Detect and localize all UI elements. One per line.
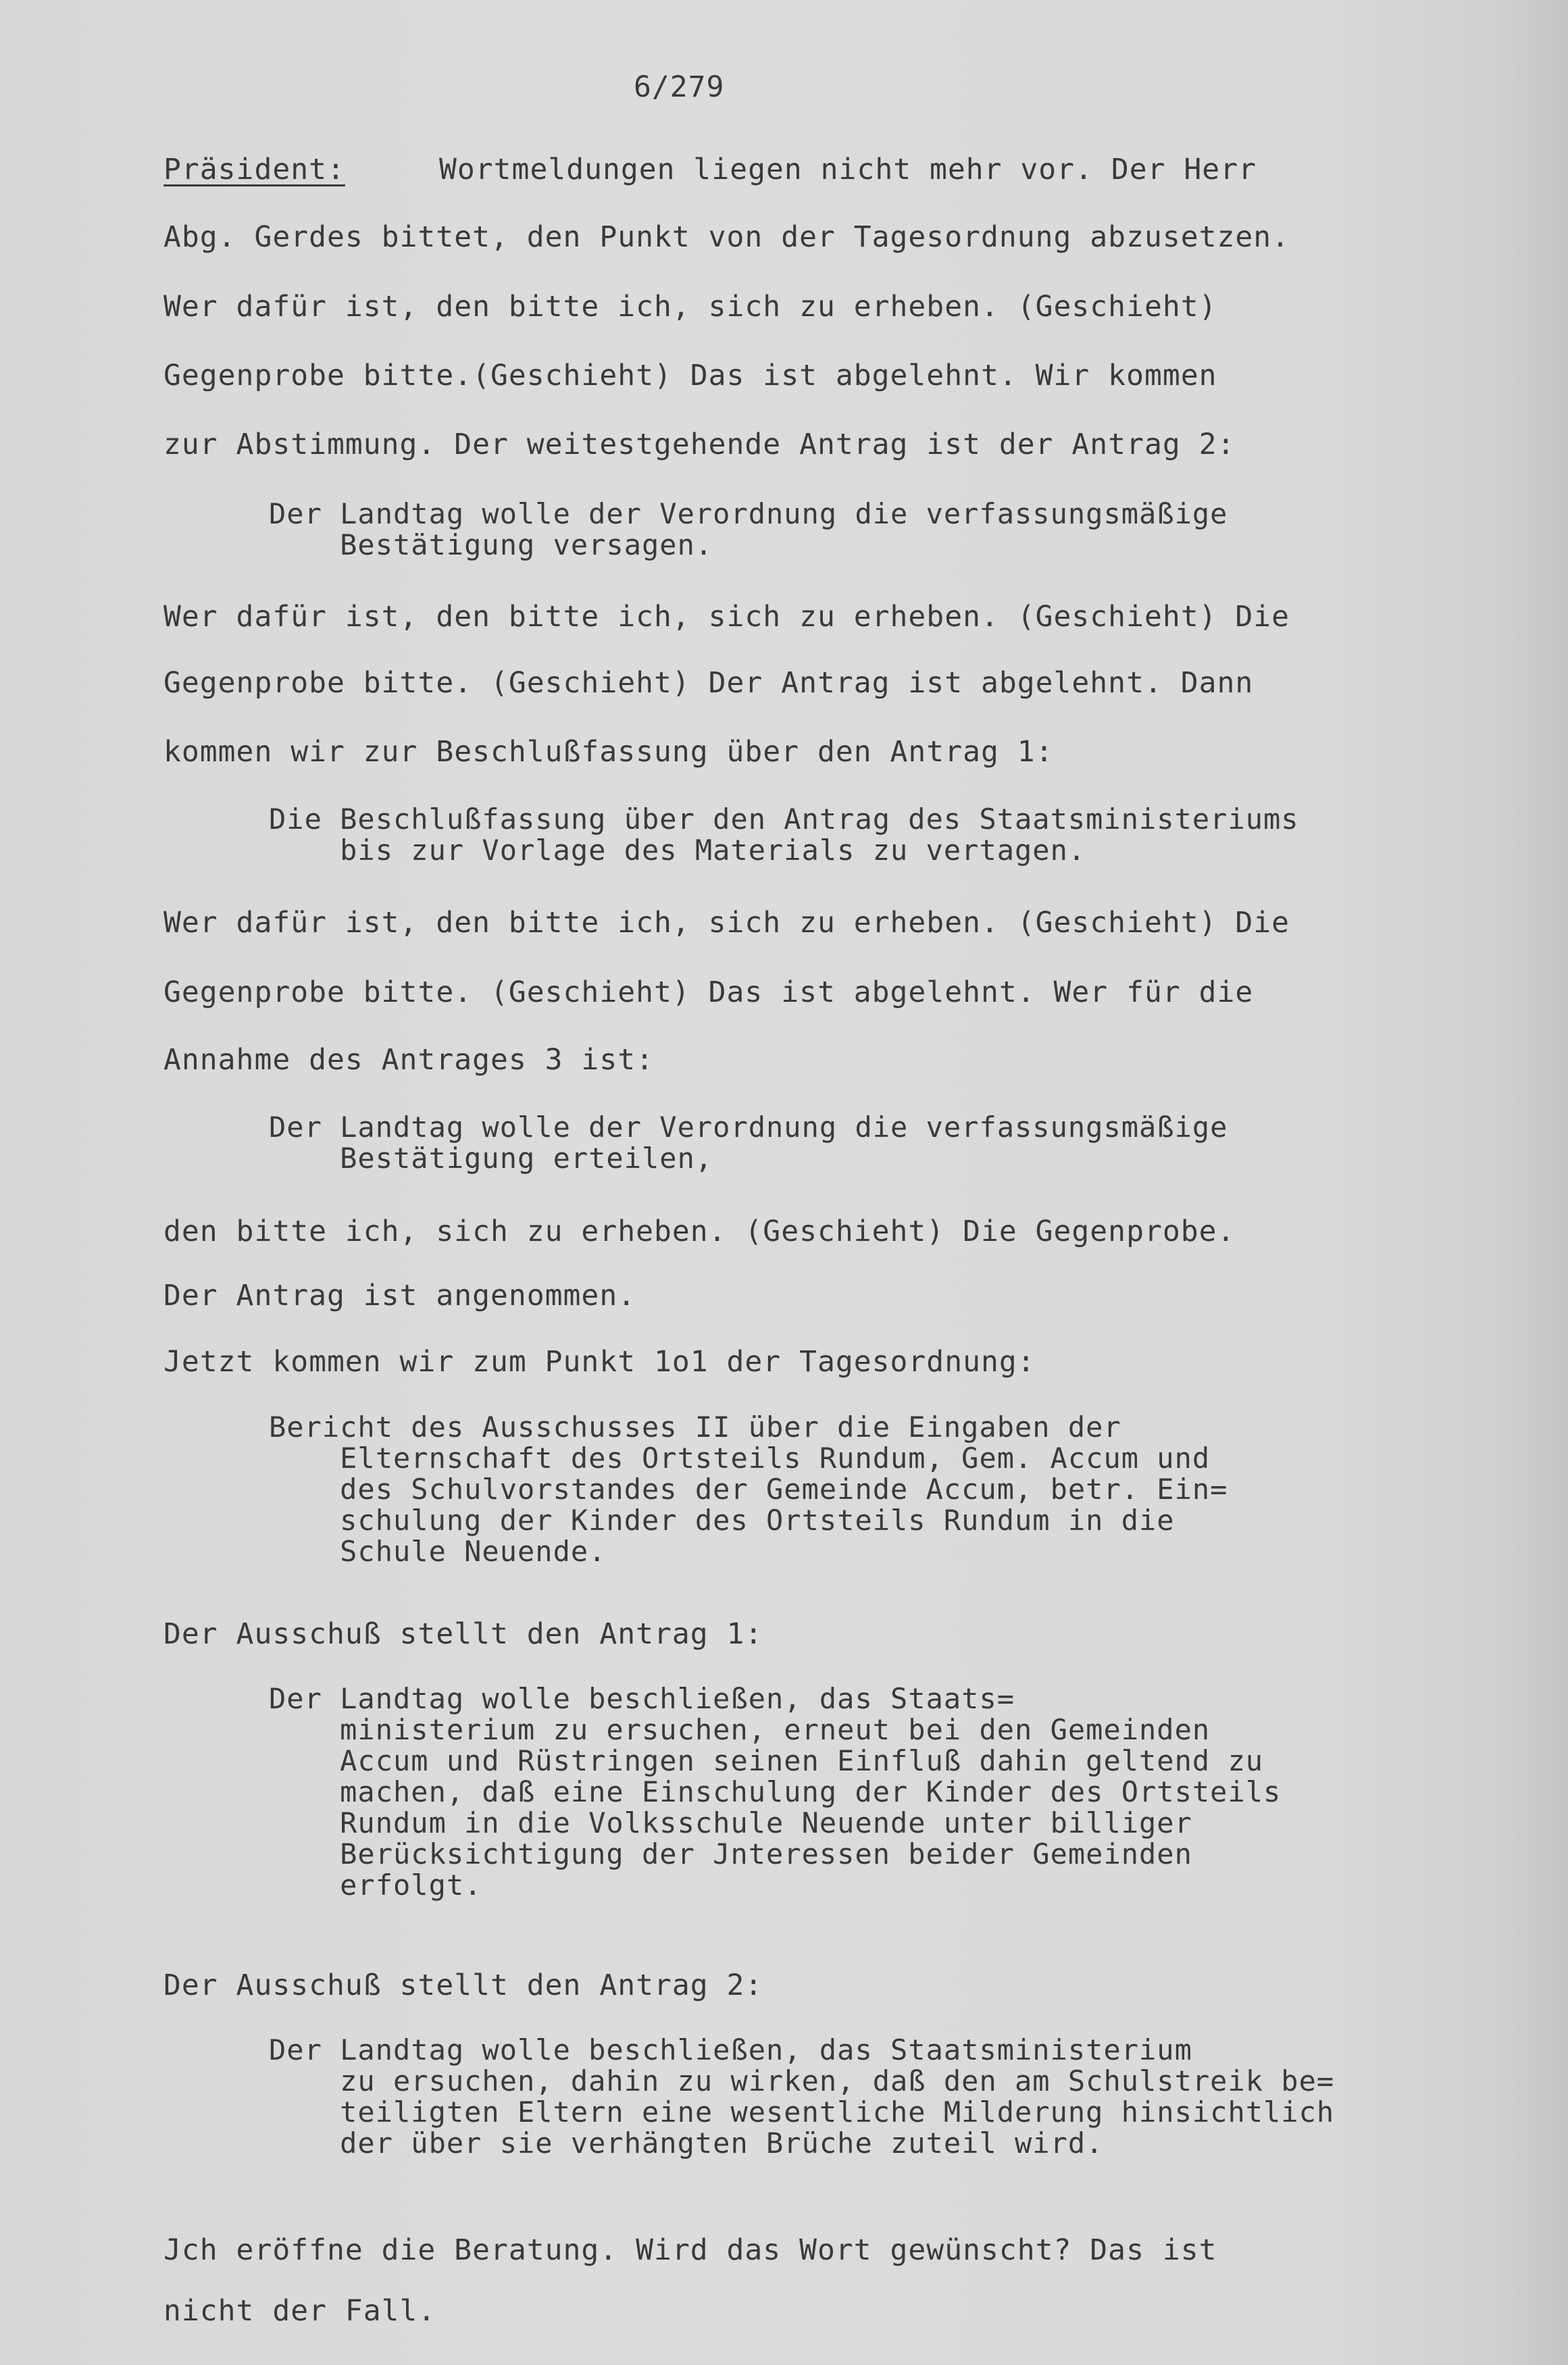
text-line-2: Abg. Gerdes bittet, den Punkt von der Tagesordnung abzusetzen. [163, 220, 1290, 254]
committee-motion-1: Der Landtag wolle beschließen, das Staats= ministerium zu ersuchen, erneut bei den Gemeinden Accum und Rüstringen seinen Einfluß dahin geltend zu machen, daß eine Einschulung der Kinder des Ortsteils Rundum in die Volksschule Neuende unter billiger Berücksichtigung der Jnteressen beider Gemeinden erfolgt. [269, 1682, 1282, 1902]
text-line-11: Annahme des Antrages 3 ist: [163, 1043, 654, 1077]
text-line-17: Jch eröffne die Beratung. Wird das Wort gewünscht? Das ist [163, 2233, 1217, 2267]
text-line-15: Der Ausschuß stellt den Antrag 1: [163, 1617, 763, 1651]
text-line-9: Wer dafür ist, den bitte ich, sich zu erheben. (Geschieht) Die [163, 906, 1290, 940]
motion-quote-1: Die Beschlußfassung über den Antrag des Staatsministeriums bis zur Vorlage des Materials zu vertagen. [269, 803, 1299, 867]
text-line-10: Gegenprobe bitte. (Geschieht) Das ist abgelehnt. Wer für die [163, 975, 1254, 1009]
text-line-8: kommen wir zur Beschlußfassung über den Antrag 1: [163, 735, 1054, 769]
committee-motion-2: Der Landtag wolle beschließen, das Staatsministerium zu ersuchen, dahin zu wirken, daß den am Schulstreik be= teiligten Eltern eine wesentliche Milderung hinsichtlich der über sie verhängten Brüche zuteil wird. [269, 2033, 1335, 2160]
page-number: 6/279 [634, 70, 725, 104]
text-line-16: Der Ausschuß stellt den Antrag 2: [163, 1968, 763, 2002]
text-line-5: zur Abstimmung. Der weitestgehende Antrag ist der Antrag 2: [163, 428, 1236, 461]
text-line-13: Der Antrag ist angenommen. [163, 1279, 636, 1313]
text-line-4: Gegenprobe bitte.(Geschieht) Das ist abgelehnt. Wir kommen [163, 359, 1217, 392]
text-line-6: Wer dafür ist, den bitte ich, sich zu erheben. (Geschieht) Die [163, 600, 1290, 634]
agenda-item-101: Bericht des Ausschusses II über die Eingaben der Elternschaft des Ortsteils Rundum, Gem. Accum und des Schulvorstandes der Gemeinde Accum, betr. Ein= schulung der Kinder des Ortsteils Rundum in die Schule Neuende. [269, 1410, 1228, 1568]
text-line-3: Wer dafür ist, den bitte ich, sich zu erheben. (Geschieht) [163, 290, 1217, 324]
text-line-1: Wortmeldungen liegen nicht mehr vor. Der Herr [439, 153, 1257, 186]
motion-quote-2: Der Landtag wolle der Verordnung die verfassungsmäßige Bestätigung versagen. [269, 497, 1228, 561]
text-line-12: den bitte ich, sich zu erheben. (Geschieht) Die Gegenprobe. [163, 1215, 1236, 1248]
motion-quote-3: Der Landtag wolle der Verordnung die verfassungsmäßige Bestätigung erteilen, [269, 1111, 1228, 1175]
text-line-18: nicht der Fall. [163, 2294, 436, 2328]
text-line-14: Jetzt kommen wir zum Punkt 1o1 der Tagesordnung: [163, 1345, 1036, 1379]
text-line-7: Gegenprobe bitte. (Geschieht) Der Antrag ist abgelehnt. Dann [163, 666, 1254, 700]
speaker-label: Präsident: [163, 153, 345, 186]
